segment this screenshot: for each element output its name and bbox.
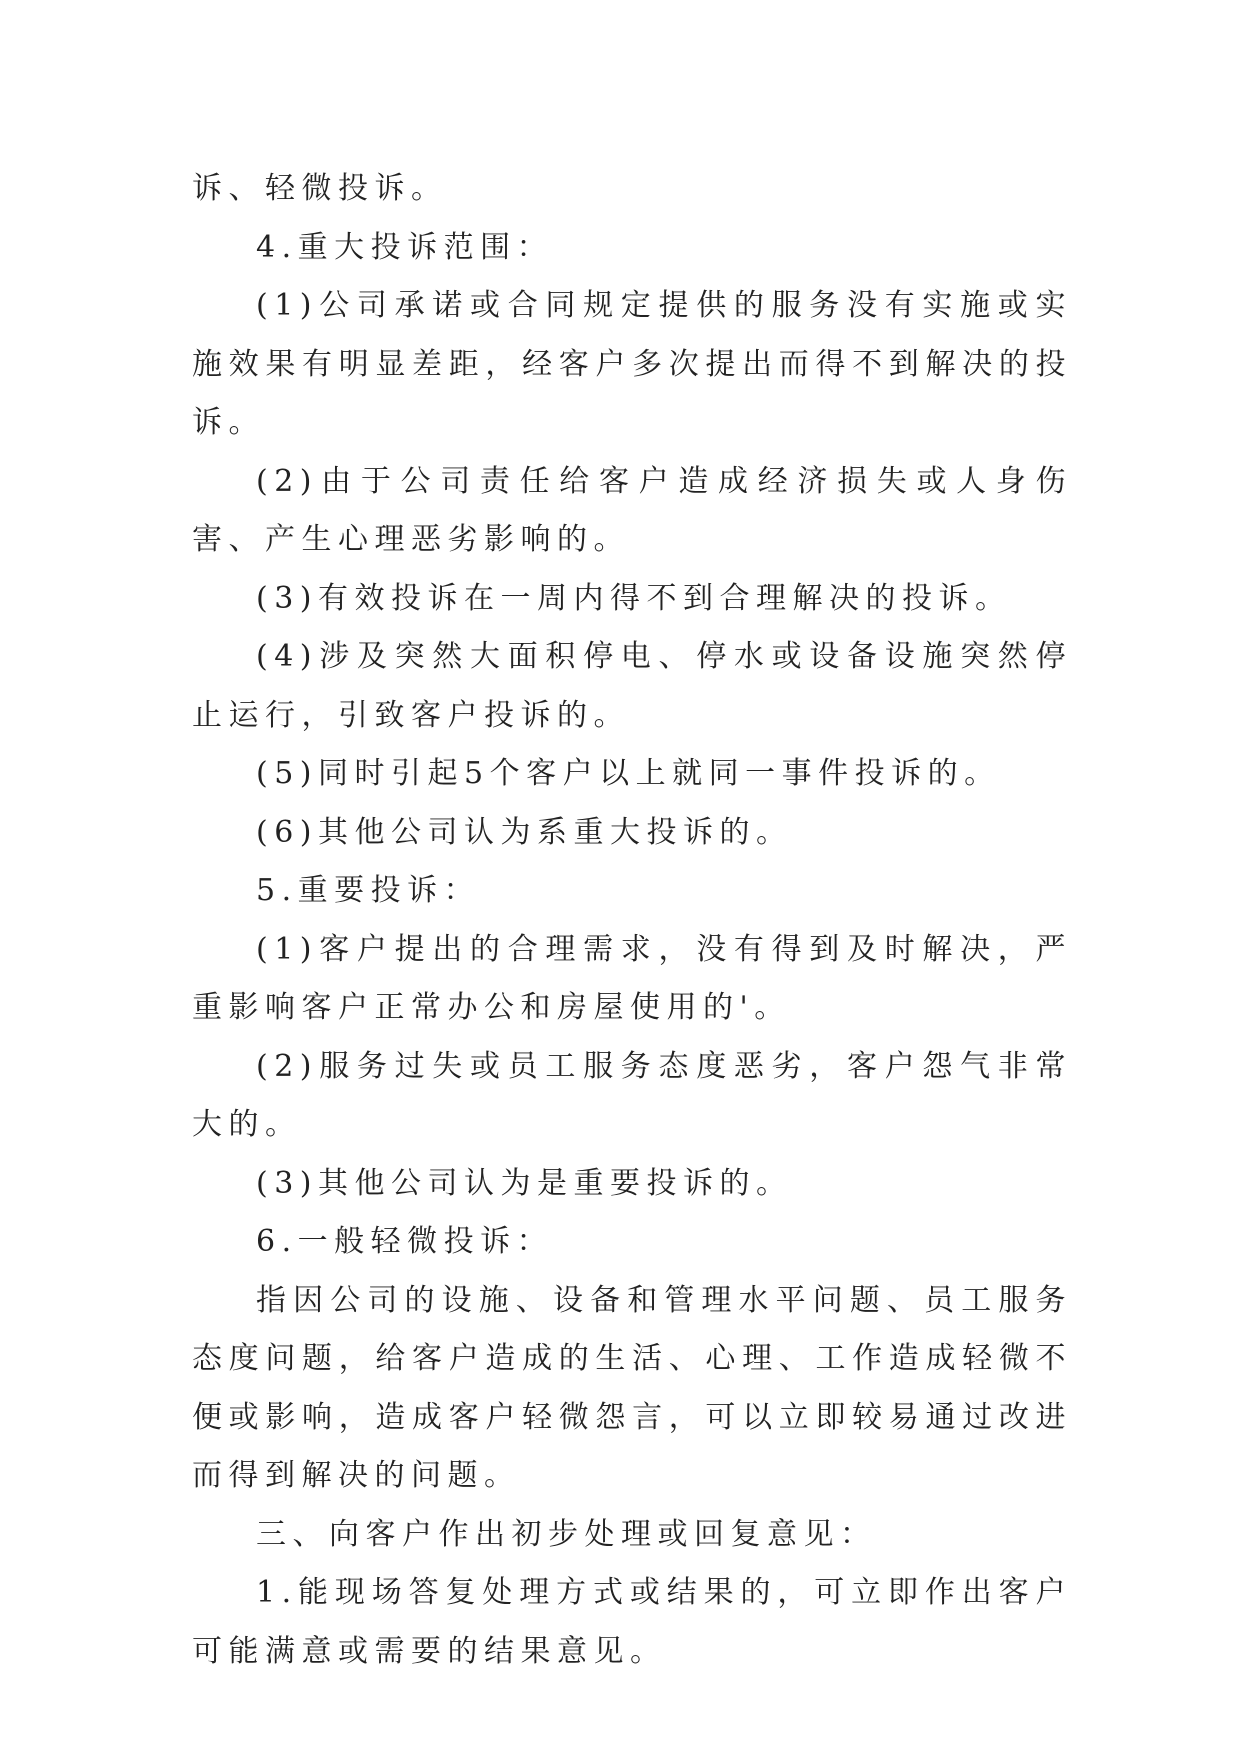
paragraph-major-item-5: (5)同时引起5个客户以上就同一事件投诉的。 — [256, 756, 1001, 791]
heading-minor-complaint: 6.一般轻微投诉： — [256, 1224, 554, 1259]
paragraph-continuation: 诉、轻微投诉。 — [192, 171, 448, 206]
paragraph-important-item-2: (2)服务过失或员工服务态度恶劣，客户怨气非常大的。 — [192, 1048, 1072, 1142]
heading-important-complaint: 5.重要投诉： — [256, 873, 481, 908]
paragraph-major-item-3: (3)有效投诉在一周内得不到合理解决的投诉。 — [256, 580, 1012, 616]
paragraph-major-item-6: (6)其他公司认为系重大投诉的。 — [256, 814, 793, 850]
paragraph-important-item-1: (1)客户提出的合理需求，没有得到及时解决，严重影响客户正常办公和房屋使用的'。 — [192, 931, 1072, 1025]
heading-section-three: 三、向客户作出初步处理或回复意见： — [256, 1516, 877, 1552]
paragraph-major-item-4: (4)涉及突然大面积停电、停水或设备设施突然停止运行，引致客户投诉的。 — [192, 639, 1072, 733]
document-body — [192, 160, 1072, 1681]
paragraph-minor-definition: 指因公司的设施、设备和管理水平问题、员工服务态度问题，给客户造成的生活、心理、工作造成轻微不便或影响，造成客户轻微怨言，可以立即较易通过改进而得到解决的问题。 — [192, 1282, 1072, 1493]
paragraph-reply-item-1: 1.能现场答复处理方式或结果的，可立即作出客户可能满意或需要的结果意见。 — [192, 1575, 1072, 1669]
paragraph-major-item-2: (2)由于公司责任给客户造成经济损失或人身伤害、产生心理恶劣影响的。 — [192, 463, 1072, 557]
heading-major-complaint-scope: 4.重大投诉范围： — [256, 229, 554, 265]
paragraph-important-item-3: (3)其他公司认为是重要投诉的。 — [256, 1165, 793, 1201]
paragraph-major-item-1: (1)公司承诺或合同规定提供的服务没有实施或实施效果有明显差距，经客户多次提出而得不到解决的投诉。 — [192, 288, 1072, 440]
